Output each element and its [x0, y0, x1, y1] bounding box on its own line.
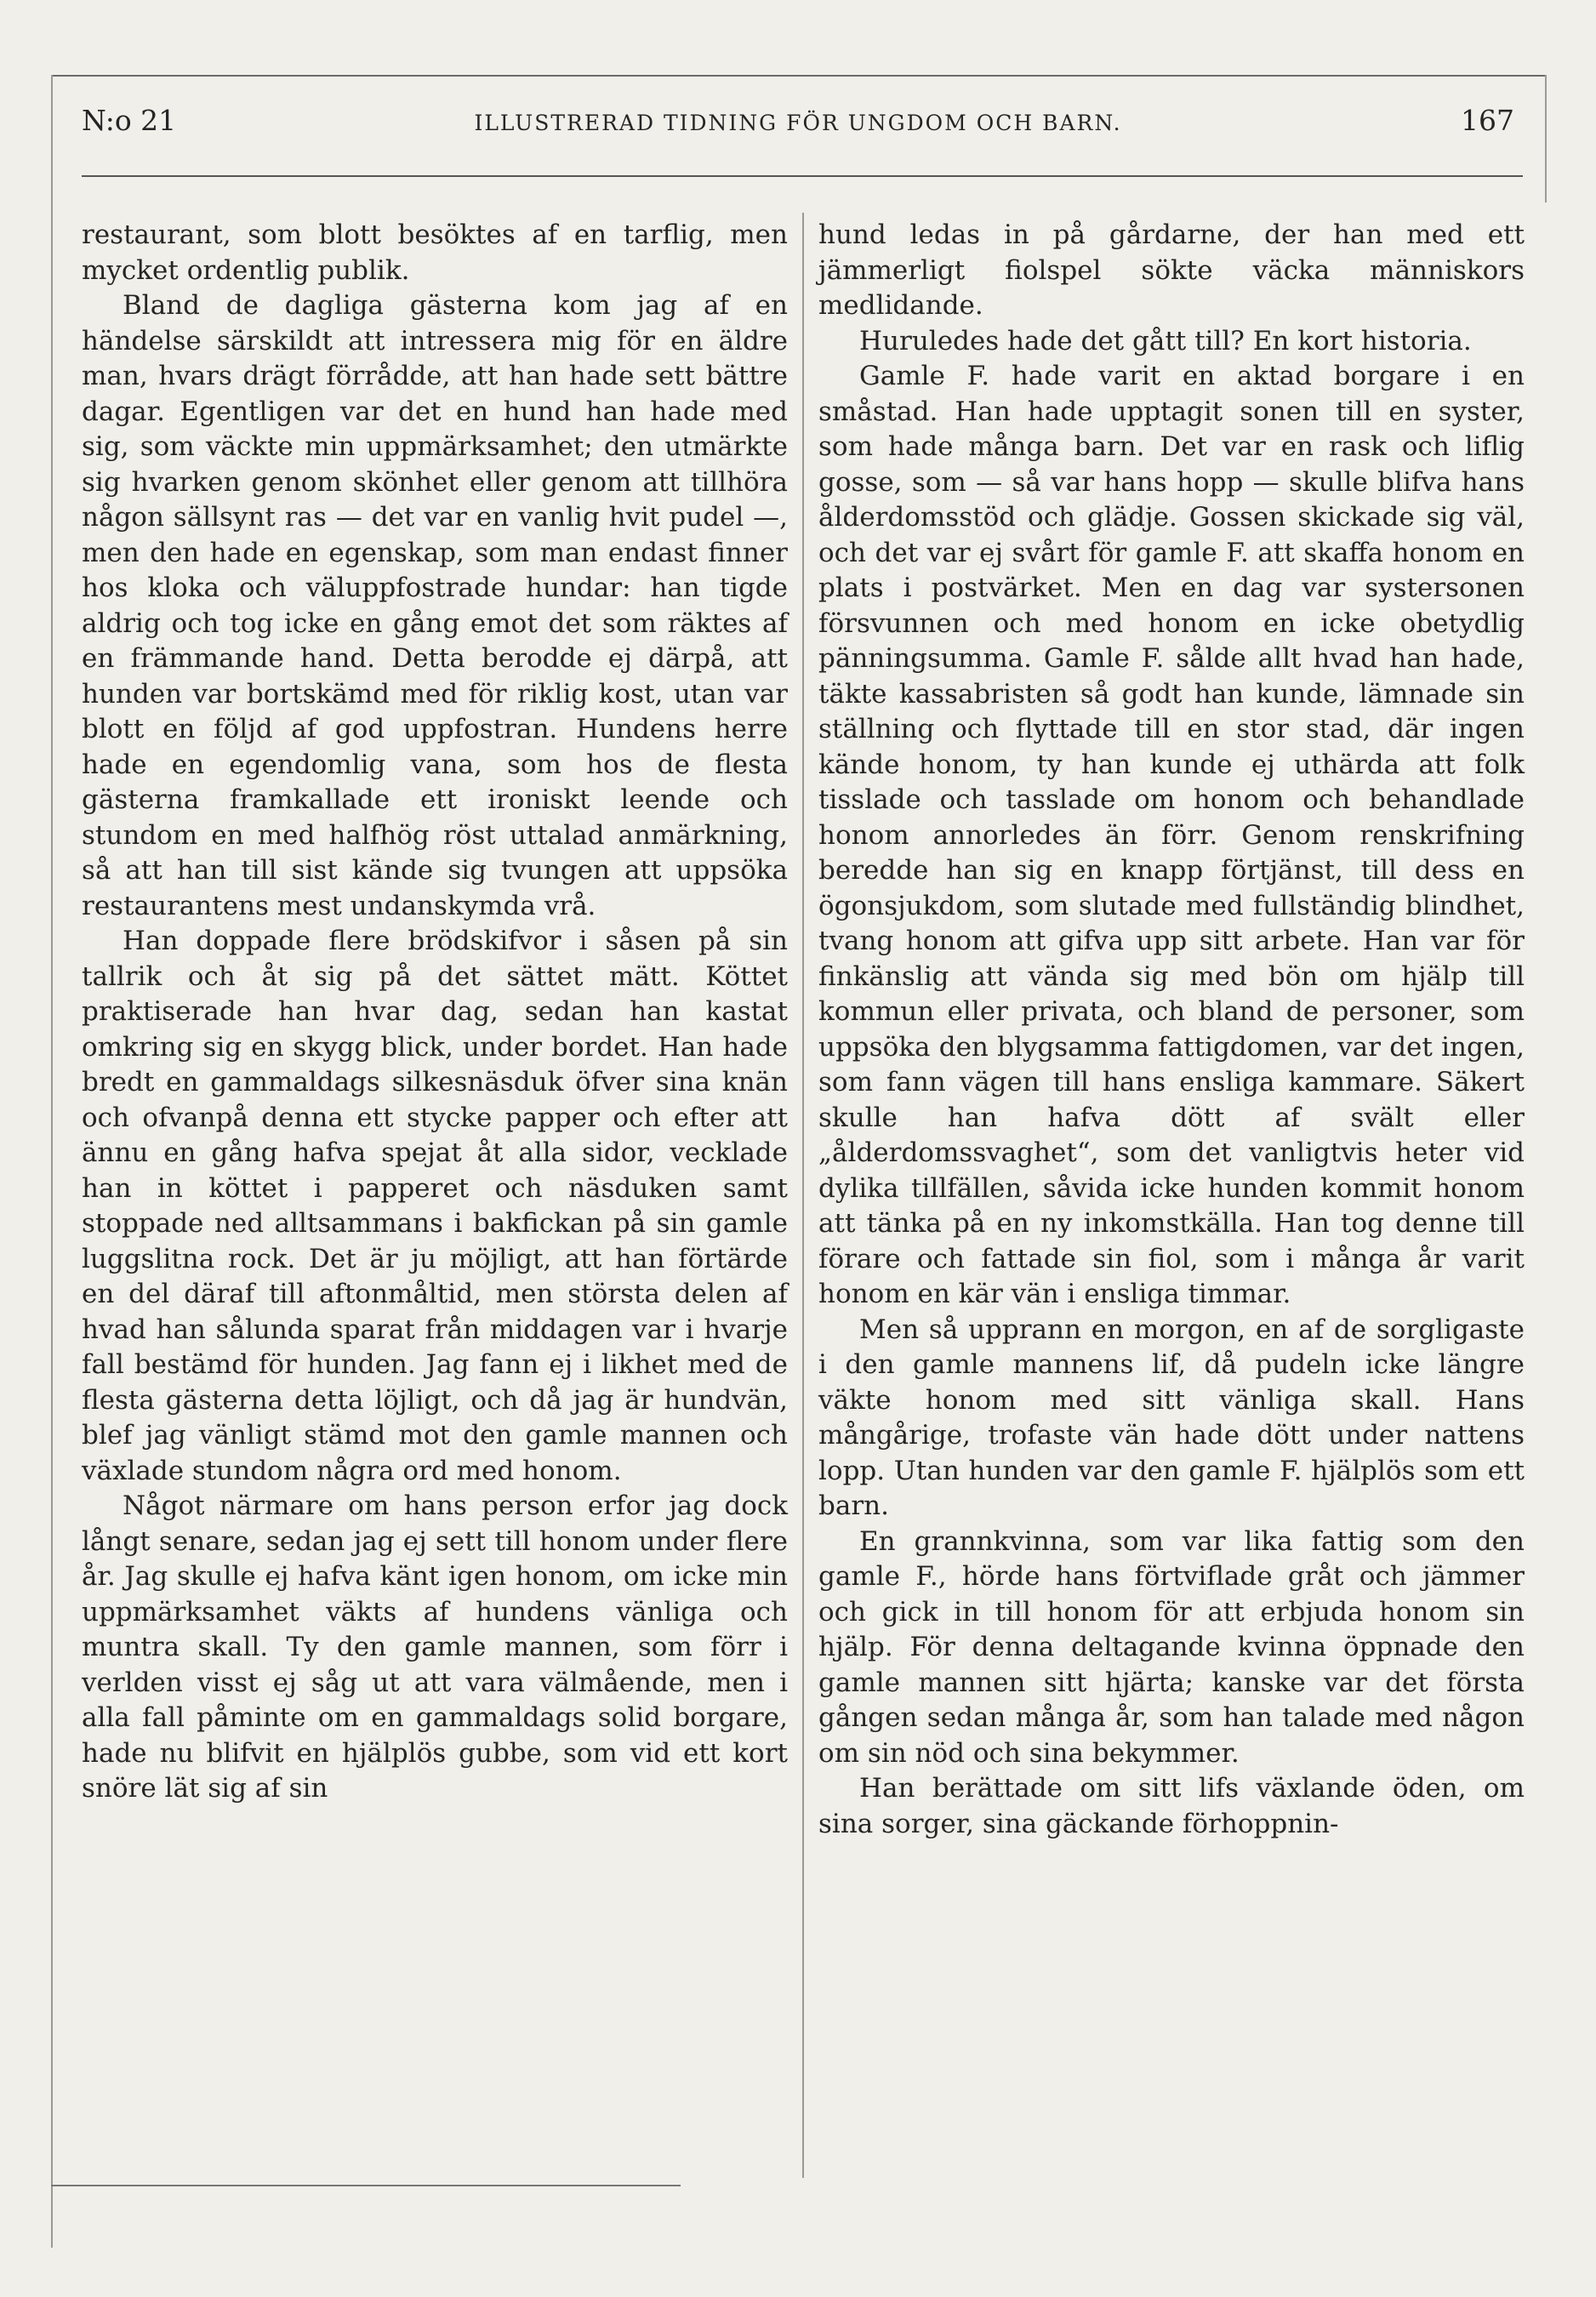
paragraph: Huruledes hade det gått till? En kort historia. [859, 325, 1472, 356]
paragraph: restaurant, som blott besöktes af en tarflig, men mycket ordentlig publik. [82, 219, 788, 286]
paragraph: Gamle F. hade varit en aktad borgare i en småstad. Han hade upptagit sonen till en syster, som hade många barn. Det var en rask och liflig gosse, som — så var hans hopp — skulle blifva hans ålderdomsstöd och glädje. Gossen skickade sig väl, och det var ej svårt för gamle F. att skaffa honom en plats i postvärket. Men en dag var systersonen försvunnen och med honom en icke obetydlig pänningsumma. Gamle F. sålde allt hvad han hade, täkte kassabristen så godt han kunde, lämnade sin ställning och flyttade till en stor stad, där ingen kände honom, ty han kunde ej uthärda att folk tisslade och tasslade om honom och behandlade honom annorledes än förr. Genom renskrifning beredde han sig en knapp förtjänst, till dess en ögonsjukdom, som slutade med fullständig blindhet, tvang honom att gifva upp sitt arbete. Han var för finkänslig att vända sig med bön om hjälp till kommun eller privata, och bland de personer, som uppsöka den blygsamma fattigdomen, var det ingen, som fann vägen till hans ensliga kammare. Säkert skulle han hafva dött af svält eller „ålderdomssvaghet“, som det vanligtvis heter vid dylika tillfällen, såvida icke hunden kommit honom att tänka på en ny inkomstkälla. Han tog denne till förare och fattade sin fiol, som i många år varit honom en kär vän i ensliga timmar. [818, 361, 1525, 1309]
paragraph: Bland de dagliga gästerna kom jag af en händelse särskildt att intressera mig för en äldre man, hvars drägt förrådde, att han hade sett bättre dagar. Egentligen var det en hund han hade med sig, som väckte min uppmärksamhet; den utmärkte sig hvarken genom skönhet eller genom att tillhöra någon sällsynt ras — det var en vanlig hvit pudel —, men den hade en egenskap, som man endast finner hos kloka och väluppfostrade hundar: han tigde aldrig och tog icke en gång emot det som räktes af en främmande hand. Detta berodde ej därpå, att hunden var bortskämd med för riklig kost, utan var blott en följd af god uppfostran. Hundens herre hade en egendomlig vana, som hos de flesta gästerna framkallade ett ironiskt leende och stundom en med halfhög röst uttalad anmärkning, så att han till sist kände sig tvungen att uppsöka restaurantens mest undanskymda vrå. [82, 290, 788, 921]
header-rule [82, 175, 1523, 177]
right-column [818, 218, 1525, 1842]
page-header [82, 104, 1514, 145]
paragraph: hund ledas in på gårdarne, der han med ett jämmerligt fiolspel sökte väcka människors medlidande. [818, 219, 1525, 321]
paragraph: Han doppade flere brödskifvor i såsen på sin tallrik och åt sig på det sättet mätt. Köttet praktiserade han hvar dag, sedan han kastat omkring sig en skygg blick, under bordet. Han hade bredt en gammaldags silkesnäsduk öfver sina knän och ofvanpå denna ett stycke papper och efter att ännu en gång hafva spejat åt alla sidor, vecklade han in köttet i papperet och näsduken samt stoppade ned alltsammans i bakfickan på sin gamle luggslitna rock. Det är ju möjligt, att han förtärde en del däraf till aftonmåltid, men största delen af hvad han sålunda sparat från middagen var i hvarje fall bestämd för hunden. Jag fann ej i likhet med de flesta gästerna detta löjligt, och då jag är hundvän, blef jag vänligt stämd mot den gamle mannen och växlade stundom några ord med honom. [82, 926, 788, 1486]
frame-top-border [51, 75, 1547, 77]
column-divider [802, 213, 804, 2178]
publication-title: ILLUSTRERAD TIDNING FÖR UNGDOM OCH BARN. [474, 111, 1122, 135]
left-column [82, 218, 788, 1807]
paragraph: Men så upprann en morgon, en af de sorgligaste i den gamle mannens lif, då pudeln icke längre väkte honom med sitt vänliga skall. Hans mångårige, trofaste vän hade dött under nattens lopp. Utan hunden var den gamle F. hjälplös som ett barn. [818, 1314, 1525, 1521]
paragraph: Han berättade om sitt lifs växlande öden, om sina sorger, sina gäckande förhoppnin- [818, 1773, 1525, 1839]
frame-left-border [51, 75, 53, 2248]
issue-number: N:o 21 [82, 104, 177, 137]
paragraph: En grannkvinna, som var lika fattig som den gamle F., hörde hans förtviflade gråt och jämmer och gick in till honom för att erbjuda honom sin hjälp. För denna deltagande kvinna öppnade den gamle mannen sitt hjärta; kanske var det första gången sedan många år, som han talade med någon om sin nöd och sina bekymmer. [818, 1525, 1525, 1769]
page-number: 167 [1461, 104, 1514, 137]
footer-rule [51, 2185, 681, 2186]
paragraph: Något närmare om hans person erfor jag dock långt senare, sedan jag ej sett till honom under flere år. Jag skulle ej hafva känt igen honom, om icke min uppmärksamhet väkts af hundens vänliga och muntra skall. Ty den gamle mannen, som förr i verlden visst ej såg ut att vara välmående, men i alla fall påminte om en gammaldags solid borgare, hade nu blifvit en hjälplös gubbe, som vid ett kort snöre lät sig af sin [82, 1490, 788, 1804]
frame-right-border [1545, 75, 1547, 202]
